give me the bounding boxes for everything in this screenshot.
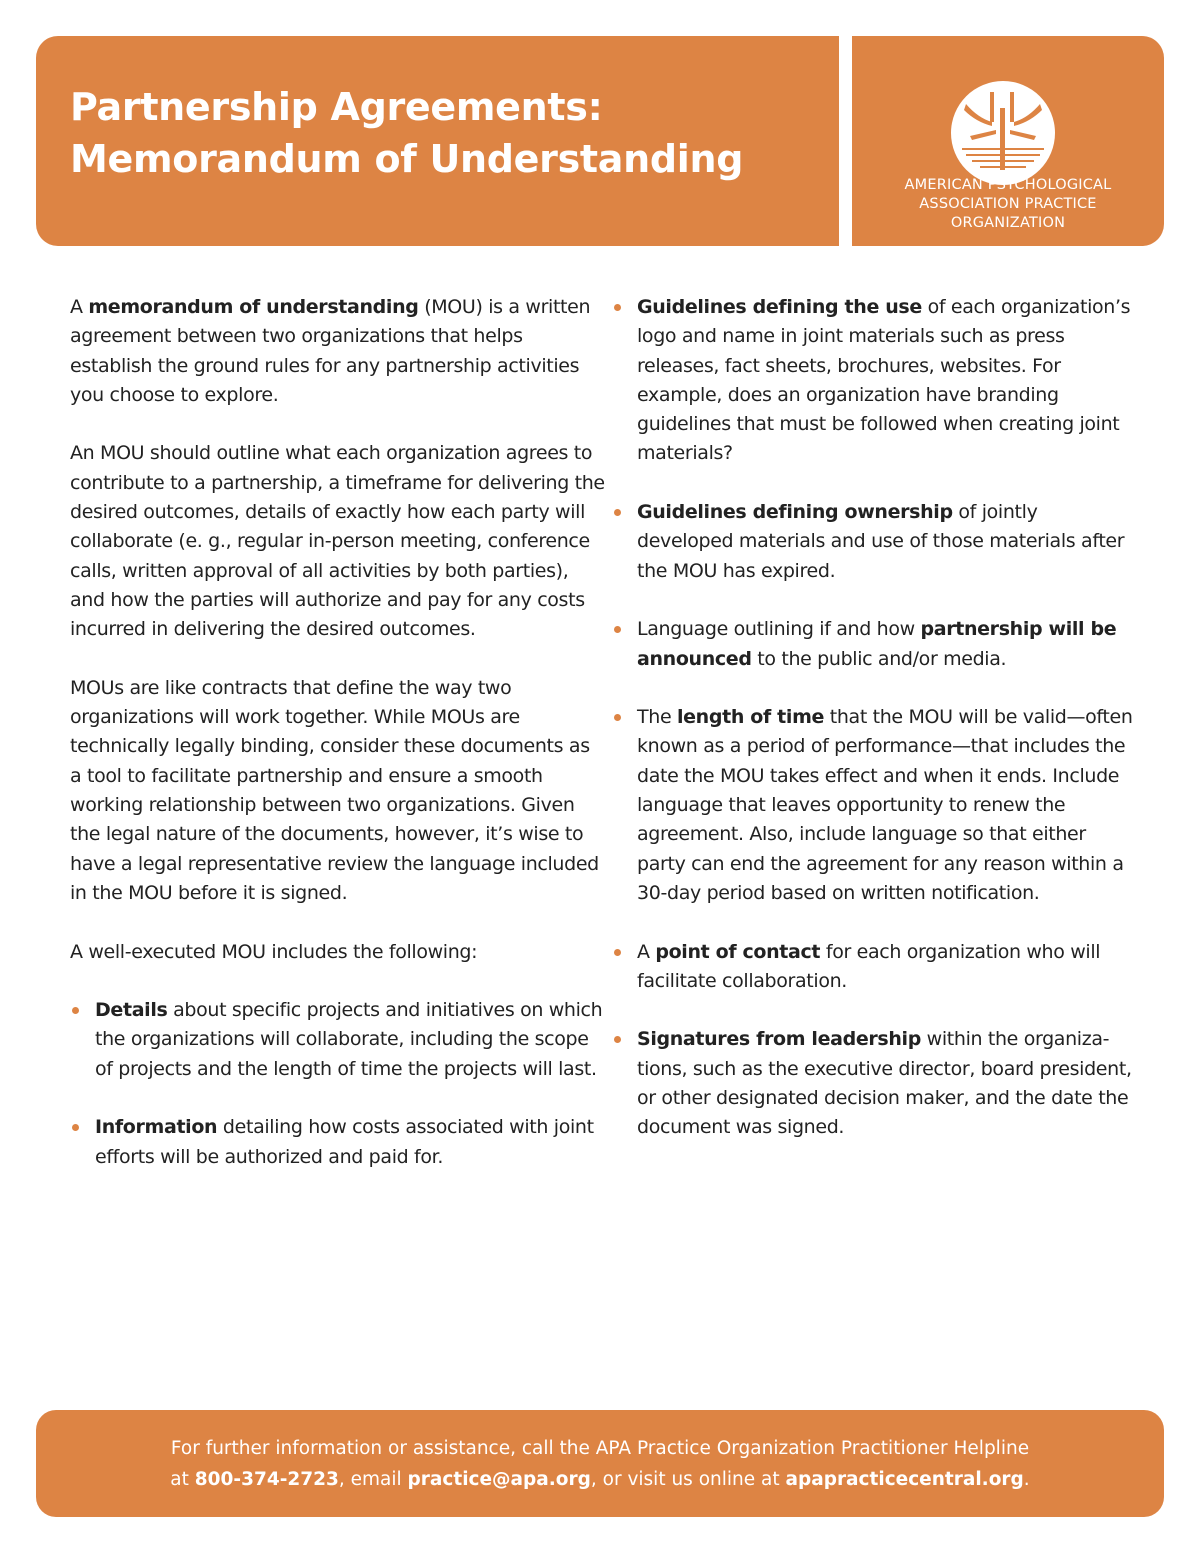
title-line-1: Partnership Agreements: [70, 85, 603, 129]
org-line-2: ASSOCIATION PRACTICE [919, 196, 1097, 212]
bullet-icon [72, 1007, 79, 1014]
list-item [612, 293, 1137, 469]
footer-banner [36, 1410, 1164, 1517]
mou-outline-paragraph: An MOU should outline what each organization agrees to contribute to a partnership, a timeframe for delivering the desired outcomes, details of exactly how each party will collaborate (e. g., regular in-person meeting, conference calls, written approval of all activities by both parties), and how the parties will authorize and pay for any costs incurred in delivering the desired outcomes. [70, 442, 605, 641]
footer-email-pre: , email [338, 1469, 408, 1490]
bullet-text: of each organization’s logo and name in joint materials such as press releases, fact sheets, brochures, websites. For example, does an organization have branding guidelines that must be followed when creating joint materials? [637, 296, 1131, 465]
footer-line-1: For further information or assistance, call the APA Practice Organization Practitioner Helpline [170, 1438, 1030, 1459]
bullet-bold: Details [95, 999, 168, 1022]
organization-name [852, 176, 1164, 233]
mou-contracts-paragraph: MOUs are like contracts that define the way two organizations will work together. While MOUs are technically legally binding, consider these documents as a tool to facilitate partnership and ensure a smooth working relationship between two organizations. Given the legal nature of the documents, however, it’s wise to have a legal representative review the language included in the MOU before it is signed. [70, 676, 599, 904]
bullet-icon [614, 626, 621, 633]
left-column [70, 293, 605, 1201]
org-line-3: ORGANIZATION [950, 215, 1066, 231]
footer-text [36, 1433, 1164, 1495]
list-item [612, 615, 1137, 674]
bullet-icon [614, 949, 621, 956]
bullet-text-pre: The [637, 706, 677, 729]
bullet-bold: Signatures from leadership [637, 1028, 921, 1051]
bullet-icon [614, 1036, 621, 1043]
list-item [612, 498, 1137, 586]
footer-web-pre: , or visit us online at [590, 1469, 786, 1490]
list-item [612, 703, 1137, 908]
intro-bold-term: memorandum of understanding [88, 296, 419, 318]
page-title [70, 81, 743, 185]
bullet-bold: Guidelines defining ownership [637, 501, 953, 524]
bullet-text: within the organiza-tions, such as the executive director, board president, or other designated decision maker, and the date the document was signed. [637, 1028, 1132, 1139]
includes-lead-paragraph: A well-executed MOU includes the following: [70, 940, 478, 963]
title-line-2: Memorandum of Understanding [70, 137, 744, 181]
footer-at: at [170, 1469, 195, 1490]
list-item [612, 938, 1137, 997]
intro-rest: (MOU) is a written agreement between two organizations that helps establish the ground rules for any partnership activities you choose to explore. [70, 296, 591, 406]
bullet-bold: length of time [676, 706, 825, 729]
bullet-icon [614, 509, 621, 516]
helpline-phone: 800-374-2723 [194, 1469, 339, 1490]
bullet-text: detailing how costs associated with joint efforts will be authorized and paid for. [95, 1116, 594, 1168]
right-column [612, 293, 1137, 1172]
footer-line-2 [36, 1464, 1164, 1495]
bullet-bold: point of contact [655, 940, 821, 963]
bullet-text: about specific projects and initiatives on which the organizations will collaborate, including the scope of projects and the length of time the projects will last. [95, 999, 603, 1080]
bullet-text: for each organization who will facilitate collaboration. [637, 940, 1101, 992]
apa-logo-icon [948, 78, 1058, 188]
list-item [70, 1113, 605, 1172]
intro-paragraph [70, 293, 605, 410]
footer-end: . [1023, 1469, 1030, 1490]
bullet-icon [614, 304, 621, 311]
bullet-icon [72, 1124, 79, 1131]
bullet-text: that the MOU will be valid—often known as a period of performance—that includes the date the MOU takes effect and when it ends. Include language that leaves opportunity to renew the agreement. Also, include language so that either party can end the agreement for any reason within a 30-day period based on written notification. [637, 706, 1133, 904]
bullet-bold: Information [95, 1116, 218, 1139]
header-title-banner [36, 36, 839, 246]
bullet-text: to the public and/or media. [751, 647, 1007, 670]
intro-prefix: A [70, 296, 89, 318]
header-logo-banner [852, 36, 1164, 246]
bullet-text-pre: Language outlining if and how [637, 618, 921, 641]
bullet-text-pre: A [637, 940, 656, 963]
website-link[interactable]: apapracticecentral.org [785, 1469, 1024, 1490]
org-line-1: AMERICAN PSYCHOLOGICAL [904, 177, 1112, 193]
right-bullet-list [612, 293, 1137, 1143]
bullet-icon [614, 714, 621, 721]
list-item [70, 996, 605, 1084]
left-bullet-list [70, 996, 605, 1172]
bullet-text: of jointly developed materials and use of those materials after the MOU has expired. [637, 501, 1125, 582]
bullet-bold: partnership will be announced [637, 618, 1117, 670]
bullet-bold: Guidelines defining the use [637, 296, 922, 318]
list-item [612, 1025, 1137, 1142]
email-link[interactable]: practice@apa.org [407, 1469, 591, 1490]
